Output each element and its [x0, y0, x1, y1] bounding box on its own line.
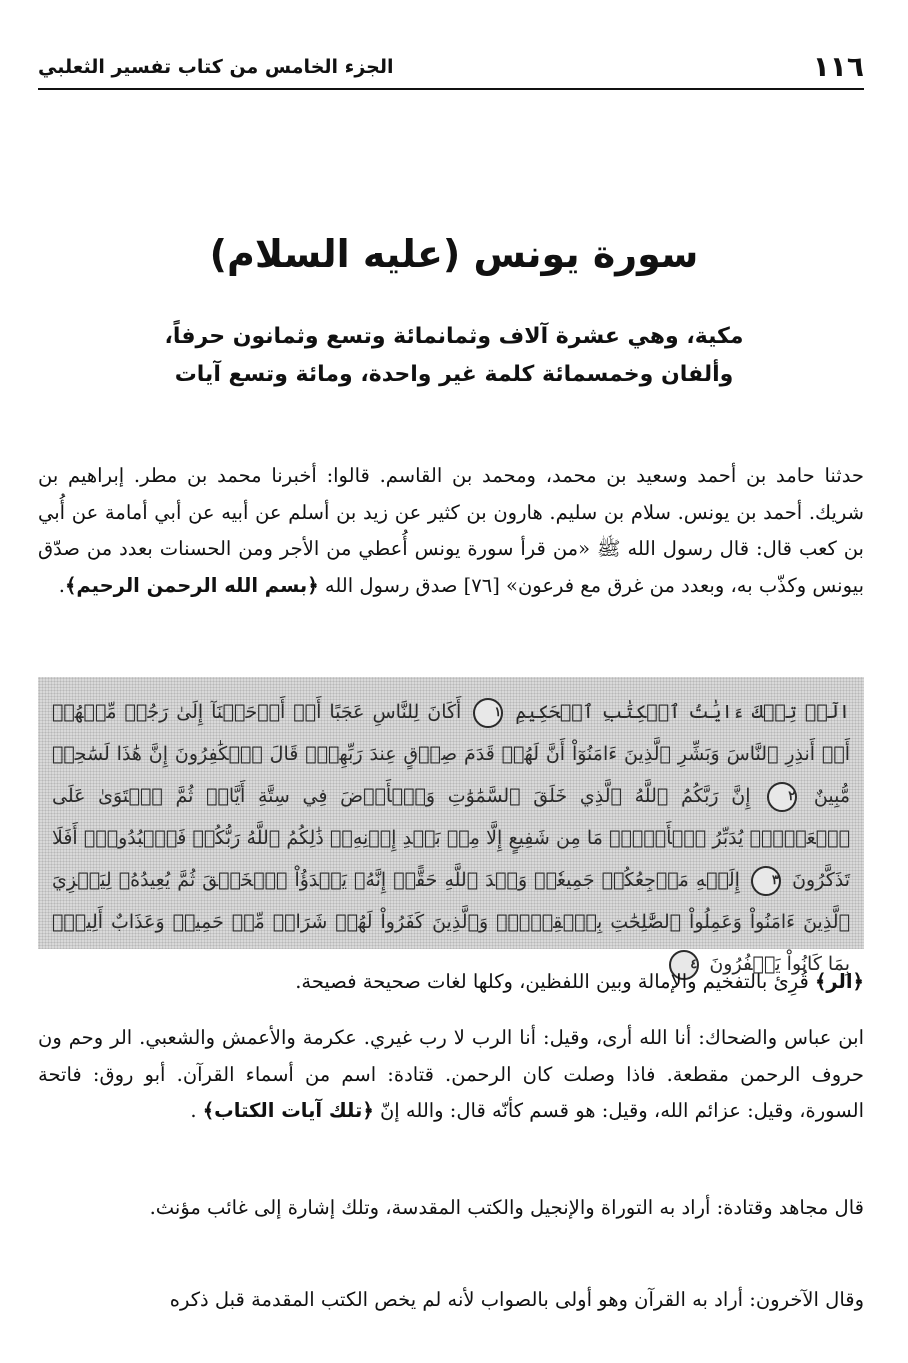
ayah-number-marker: ١ [473, 698, 503, 728]
page-number: ١١٦ [812, 50, 864, 83]
commentary-paragraph-3: وقال الآخرون: أراد به القرآن وهو أولى بالصواب لأنه لم يخص الكتب المقدمة قبل ذكره [169, 1288, 864, 1311]
para1-text: ابن عباس والضحاك: أنا الله أرى، وقيل: أنا الرب لا رب غيري. عكرمة والأعمش والشعبي. الر وحم ون حروف الرحمن مقطعة. فاذا وصلت كان الرحمن. قتادة: اسم من أسماء القرآن. أبو روق: فاتحة السورة، وقيل: عزائم الله، وقيل: هو قسم كأنّه قال: والله إنّ [38, 1026, 864, 1122]
ayah-1: الٓرۚ تِلۡكَ ءَايَٰتُ ٱلۡكِتَٰبِ ٱلۡحَكِيمِ [515, 701, 851, 723]
running-title: الجزء الخامس من كتاب تفسير الثعلبي [38, 56, 394, 78]
alr-text: قُرِئ بالتفخيم والإمالة وبين اللفظين، وكلها لغات صحيحة فصيحة. [295, 970, 809, 993]
hadith-paragraph [38, 458, 864, 604]
para1-term: ﴿تلك آيات الكتاب﴾ [202, 1099, 374, 1122]
ayah-2: أَكَانَ لِلنَّاسِ عَجَبًا أَنۡ أَوۡحَيۡنَآ إِلَىٰ رَجُلٖ مِّنۡهُمۡ أَنۡ أَنذِرِ ٱلنَّاسَ وَبَشِّرِ ٱلَّذِينَ ءَامَنُوٓاْ أَنَّ لَهُمۡ قَدَمَ صِدۡقٍ عِندَ رَبِّهِمۡۗ قَالَ ٱلۡكَٰفِرُونَ إِنَّ هَٰذَا لَسَٰحِرٞ مُّبِينٌ [52, 701, 850, 807]
ayah-number-marker: ٣ [751, 866, 781, 896]
alr-commentary [38, 964, 864, 1000]
quran-verses-box [38, 677, 864, 975]
ayah-3: إِنَّ رَبَّكُمُ ٱللَّهُ ٱلَّذِي خَلَقَ ٱلسَّمَٰوَٰتِ وَٱلۡأَرۡضَ فِي سِتَّةِ أَيَّامٖ ثُمَّ ٱسۡتَوَىٰ عَلَى ٱلۡعَرۡشِۖ يُدَبِّرُ ٱلۡأَمۡرَۖ مَا مِن شَفِيعٍ إِلَّا مِنۢ بَعۡدِ إِذۡنِهِۦۚ ذَٰلِكُمُ ٱللَّهُ رَبُّكُمۡ فَٱعۡبُدُوهُۚ أَفَلَا تَذَكَّرُونَ [52, 785, 850, 891]
hadith-text: حدثنا حامد بن أحمد وسعيد بن محمد، ومحمد بن القاسم. قالوا: أخبرنا محمد بن مطر. إبراهيم بن شريك. أحمد بن يونس. سلام بن سليم. هارون بن كثير عن زيد بن أسلم عن أبيه عن أبي أمامة عن أُبي بن كعب قال: قال رسول الله ﷺ «من قرأ سورة يونس أُعطي من الأجر ومن الحسنات بعدد من صدّق بيونس وكذّب به، وبعدد من غرق مع فرعون» [٧٦] صدق رسول الله [38, 464, 864, 597]
ayah-number-marker: ٢ [767, 782, 797, 812]
para1-end: . [190, 1099, 197, 1122]
page-header [38, 50, 864, 90]
commentary-paragraph-1 [38, 1020, 864, 1130]
ayah-4: إِلَيۡهِ مَرۡجِعُكُمۡ جَمِيعٗاۖ وَعۡدَ ٱللَّهِ حَقًّاۚ إِنَّهُۥ يَبۡدَؤُاْ ٱلۡخَلۡقَ ثُمَّ يُعِيدُهُۥ لِيَجۡزِيَ ٱلَّذِينَ ءَامَنُواْ وَعَمِلُواْ ٱلصَّٰلِحَٰتِ بِٱلۡقِسۡطِۚ وَٱلَّذِينَ كَفَرُواْ لَهُمۡ شَرَابٞ مِّنۡ حَمِيمٖ وَعَذَابٌ أَلِيمُۢ بِمَا كَانُواْ يَكۡفُرُونَ [52, 869, 850, 975]
commentary-paragraph-2: قال مجاهد وقتادة: أراد به التوراة والإنجيل والكتب المقدسة، وتلك إشارة إلى غائب مؤنث. [149, 1196, 864, 1219]
basmala: ﴿بسم الله الرحمن الرحيم﴾ [64, 573, 319, 597]
intro-line-2: وألفان وخمسمائة كلمة غير واحدة، ومائة وتسع آيات [174, 362, 734, 387]
alr-term: ﴿الر﴾ [815, 970, 864, 993]
ayah-number-marker: ٤ [669, 950, 699, 980]
surah-intro [120, 318, 788, 394]
intro-line-1: مكية، وهي عشرة آلاف وثمانمائة وتسع وثمانون حرفاً، [164, 324, 744, 349]
surah-title: سورة يونس (عليه السلام) [209, 232, 699, 276]
hadith-end: . [58, 573, 65, 597]
